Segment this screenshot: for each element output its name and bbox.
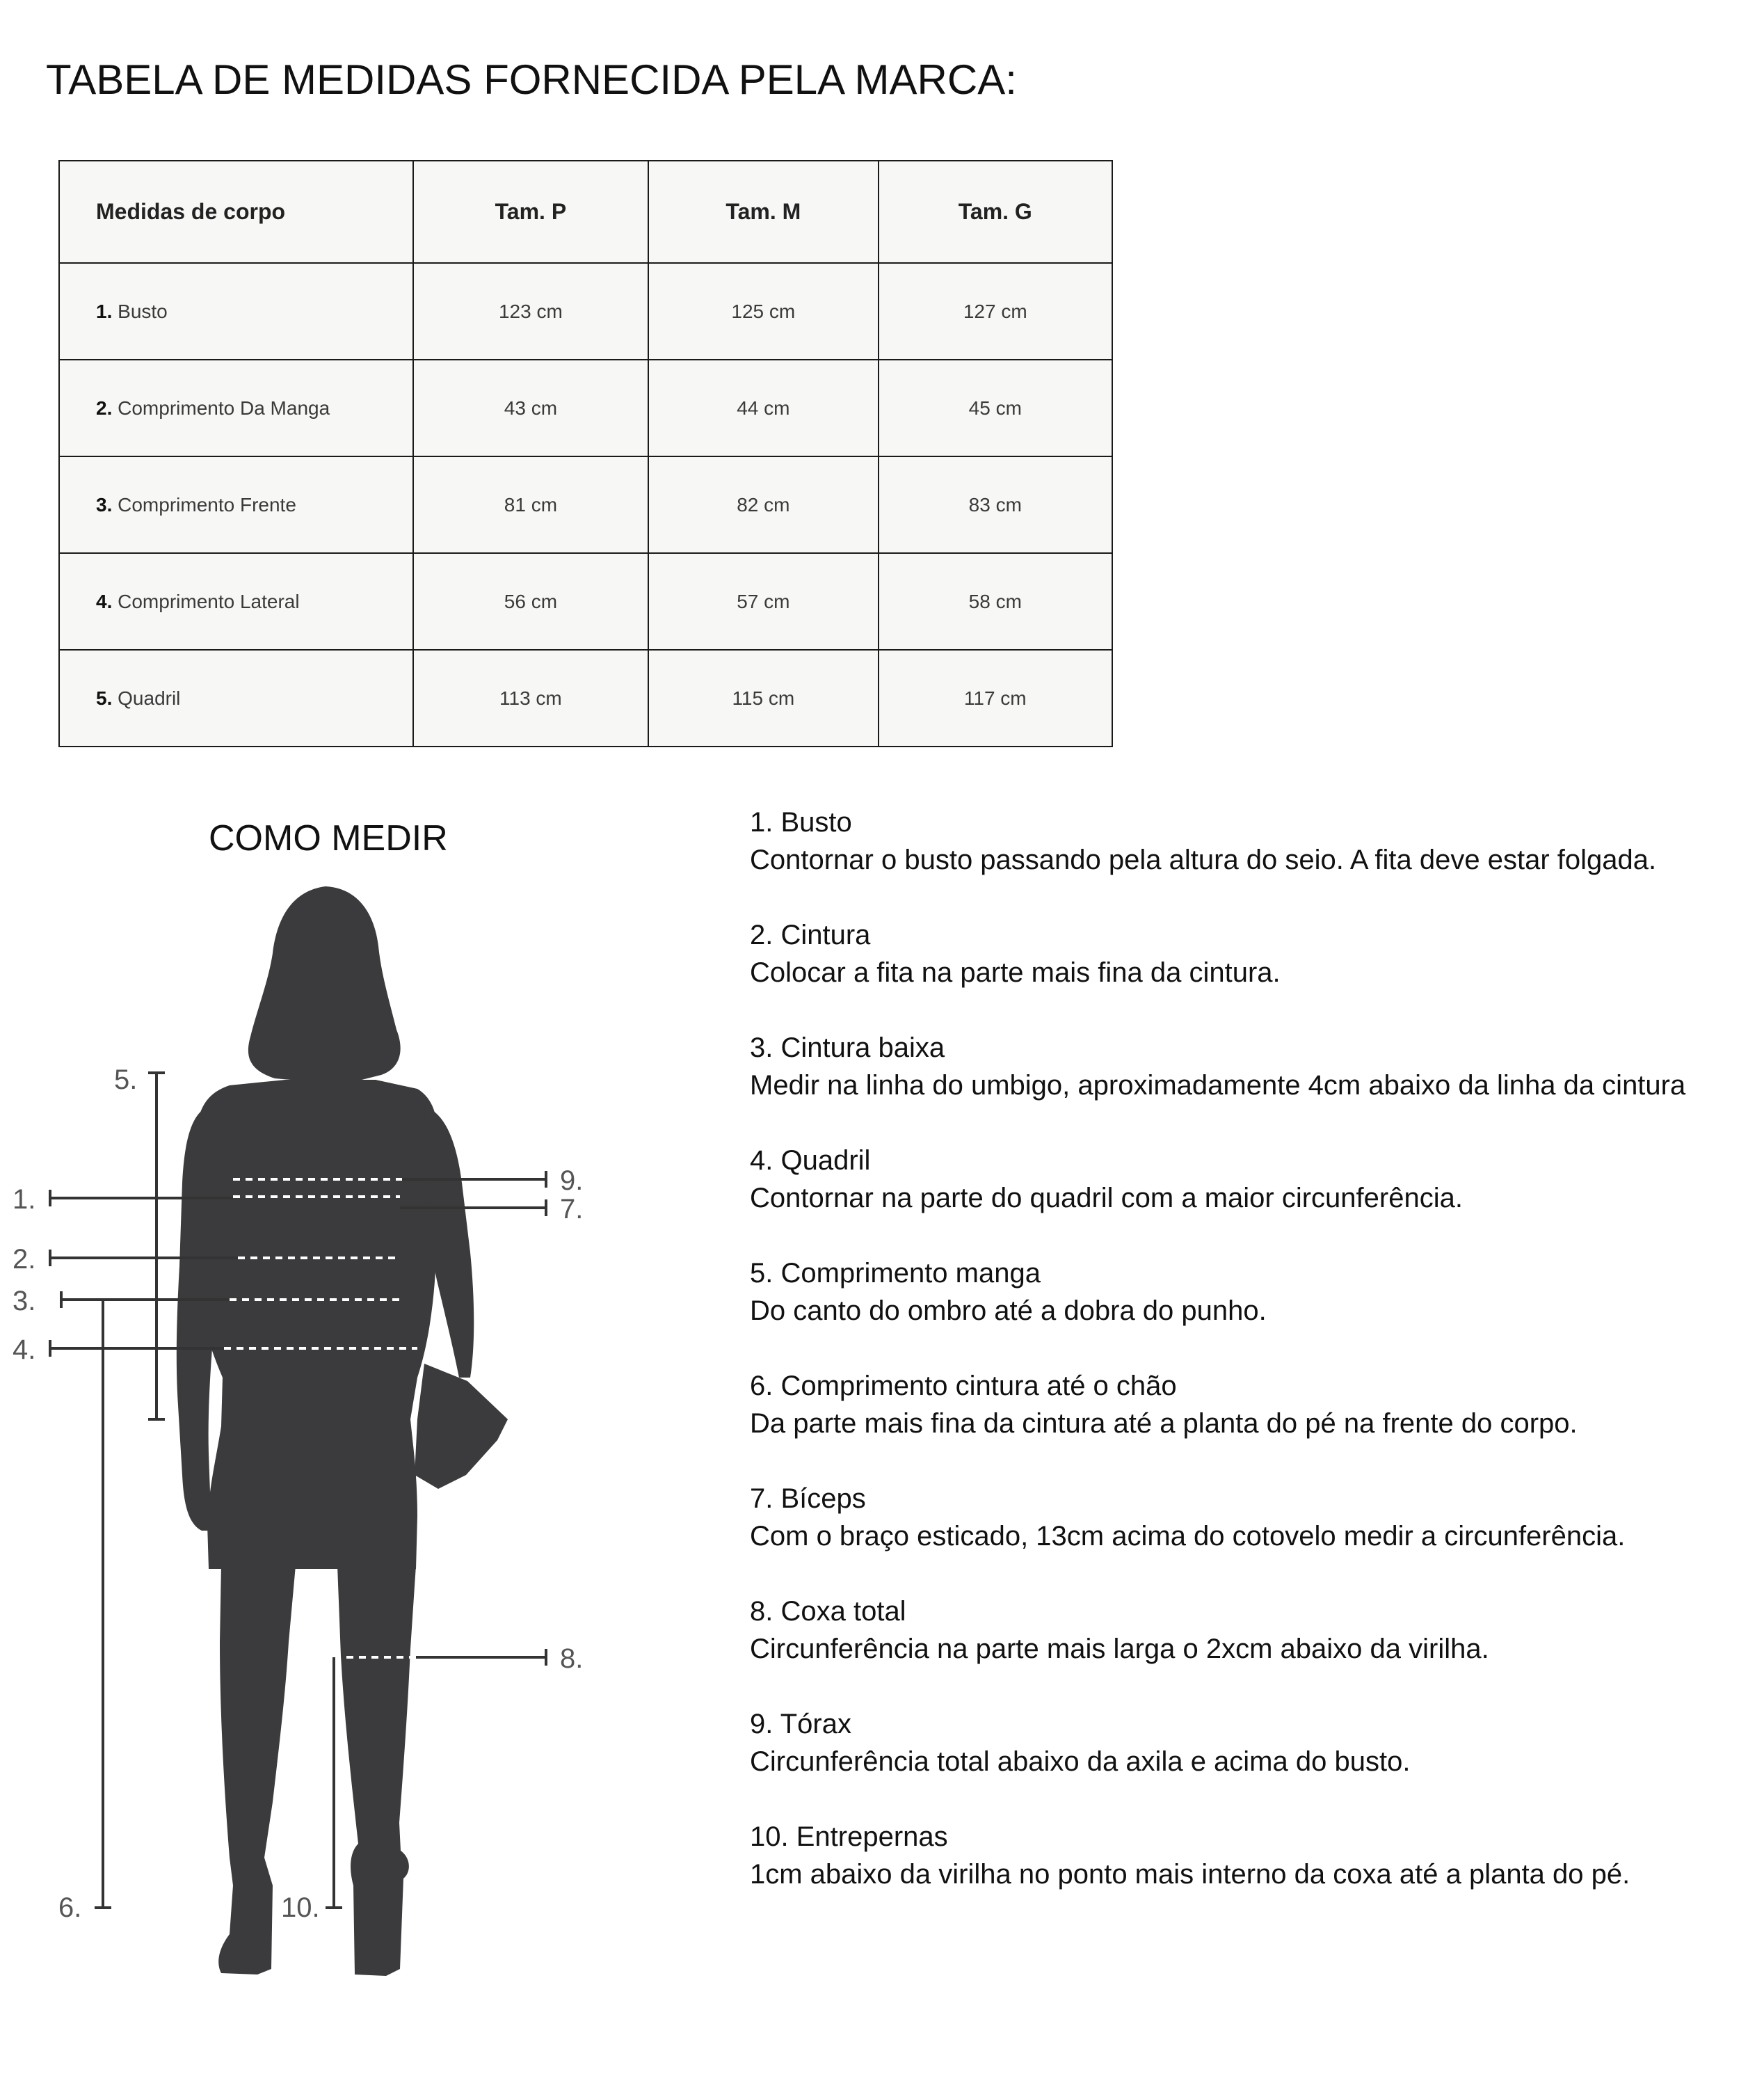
table-row	[59, 553, 1112, 650]
instruction-text: Circunferência total abaixo da axila e acima do busto.	[750, 1746, 1411, 1777]
cell-p: 56 cm	[413, 553, 648, 650]
cell-g: 127 cm	[879, 263, 1112, 360]
instruction-item	[750, 1705, 1738, 1780]
instruction-text: Medir na linha do umbigo, aproximadamente 4cm abaixo da linha da cintura	[750, 1070, 1686, 1101]
cell-m: 82 cm	[648, 456, 878, 553]
row-name: Busto	[118, 300, 168, 322]
instruction-heading: 7. Bíceps	[750, 1483, 866, 1514]
label-4: 4.	[13, 1334, 36, 1365]
instruction-item	[750, 1029, 1738, 1104]
size-table	[58, 160, 1113, 747]
instruction-item	[750, 1593, 1738, 1668]
how-to-measure-title: COMO MEDIR	[209, 818, 448, 859]
instruction-heading: 4. Quadril	[750, 1145, 871, 1176]
row-name: Comprimento Frente	[118, 493, 296, 516]
instruction-item	[750, 1142, 1738, 1217]
label-1: 1.	[13, 1184, 36, 1215]
label-9: 9.	[560, 1165, 584, 1196]
label-5: 5.	[114, 1064, 138, 1095]
row-number: 4.	[96, 590, 113, 612]
cell-g: 83 cm	[879, 456, 1112, 553]
instruction-item	[750, 916, 1738, 991]
instruction-heading: 2. Cintura	[750, 920, 871, 950]
instruction-heading: 6. Comprimento cintura até o chão	[750, 1371, 1177, 1401]
instruction-text: Contornar o busto passando pela altura do seio. A fita deve estar folgada.	[750, 845, 1657, 875]
label-7: 7.	[560, 1194, 584, 1225]
table-row	[59, 263, 1112, 360]
measure-instructions	[750, 804, 1738, 1931]
instruction-heading: 8. Coxa total	[750, 1596, 906, 1627]
instruction-item	[750, 1818, 1738, 1893]
label-10: 10.	[281, 1892, 320, 1923]
page-title: TABELA DE MEDIDAS FORNECIDA PELA MARCA:	[46, 56, 1017, 103]
instruction-item	[750, 1367, 1738, 1442]
header-size-g: Tam. G	[879, 161, 1112, 263]
label-8: 8.	[560, 1643, 584, 1674]
header-size-p: Tam. P	[413, 161, 648, 263]
row-label	[59, 360, 413, 456]
row-number: 5.	[96, 687, 113, 709]
label-2: 2.	[13, 1244, 36, 1275]
cell-g: 117 cm	[879, 650, 1112, 747]
row-label	[59, 650, 413, 747]
table-row	[59, 650, 1112, 747]
row-label	[59, 456, 413, 553]
header-size-m: Tam. M	[648, 161, 878, 263]
cell-p: 43 cm	[413, 360, 648, 456]
instruction-text: Com o braço esticado, 13cm acima do cotovelo medir a circunferência.	[750, 1521, 1626, 1551]
row-name: Comprimento Da Manga	[118, 397, 330, 419]
table-header-row	[59, 161, 1112, 263]
instruction-heading: 10. Entrepernas	[750, 1821, 948, 1852]
woman-silhouette-icon	[177, 886, 508, 1976]
measurement-figure	[0, 863, 668, 2004]
instruction-text: Do canto do ombro até a dobra do punho.	[750, 1295, 1267, 1326]
cell-g: 58 cm	[879, 553, 1112, 650]
cell-m: 44 cm	[648, 360, 878, 456]
instruction-text: Contornar na parte do quadril com a maior circunferência.	[750, 1183, 1463, 1213]
instruction-heading: 5. Comprimento manga	[750, 1258, 1041, 1289]
row-name: Comprimento Lateral	[118, 590, 300, 612]
instruction-heading: 9. Tórax	[750, 1709, 851, 1739]
label-6: 6.	[58, 1892, 82, 1923]
instruction-item	[750, 1254, 1738, 1330]
label-3: 3.	[13, 1286, 36, 1316]
row-number: 1.	[96, 300, 113, 322]
cell-m: 115 cm	[648, 650, 878, 747]
row-number: 2.	[96, 397, 113, 419]
row-label	[59, 553, 413, 650]
table-row	[59, 360, 1112, 456]
row-number: 3.	[96, 493, 113, 516]
instruction-text: Da parte mais fina da cintura até a planta do pé na frente do corpo.	[750, 1408, 1578, 1439]
table-row	[59, 456, 1112, 553]
instruction-heading: 3. Cintura baixa	[750, 1032, 945, 1063]
instruction-heading: 1. Busto	[750, 807, 852, 838]
cell-m: 57 cm	[648, 553, 878, 650]
row-name: Quadril	[118, 687, 181, 709]
instruction-item	[750, 1480, 1738, 1555]
instruction-item	[750, 804, 1738, 879]
cell-g: 45 cm	[879, 360, 1112, 456]
instruction-text: Circunferência na parte mais larga o 2xcm abaixo da virilha.	[750, 1634, 1489, 1664]
cell-p: 81 cm	[413, 456, 648, 553]
cell-m: 125 cm	[648, 263, 878, 360]
header-body-measures: Medidas de corpo	[59, 161, 413, 263]
instruction-text: 1cm abaixo da virilha no ponto mais interno da coxa até a planta do pé.	[750, 1859, 1630, 1890]
cell-p: 113 cm	[413, 650, 648, 747]
row-label	[59, 263, 413, 360]
cell-p: 123 cm	[413, 263, 648, 360]
instruction-text: Colocar a fita na parte mais fina da cintura.	[750, 957, 1281, 988]
